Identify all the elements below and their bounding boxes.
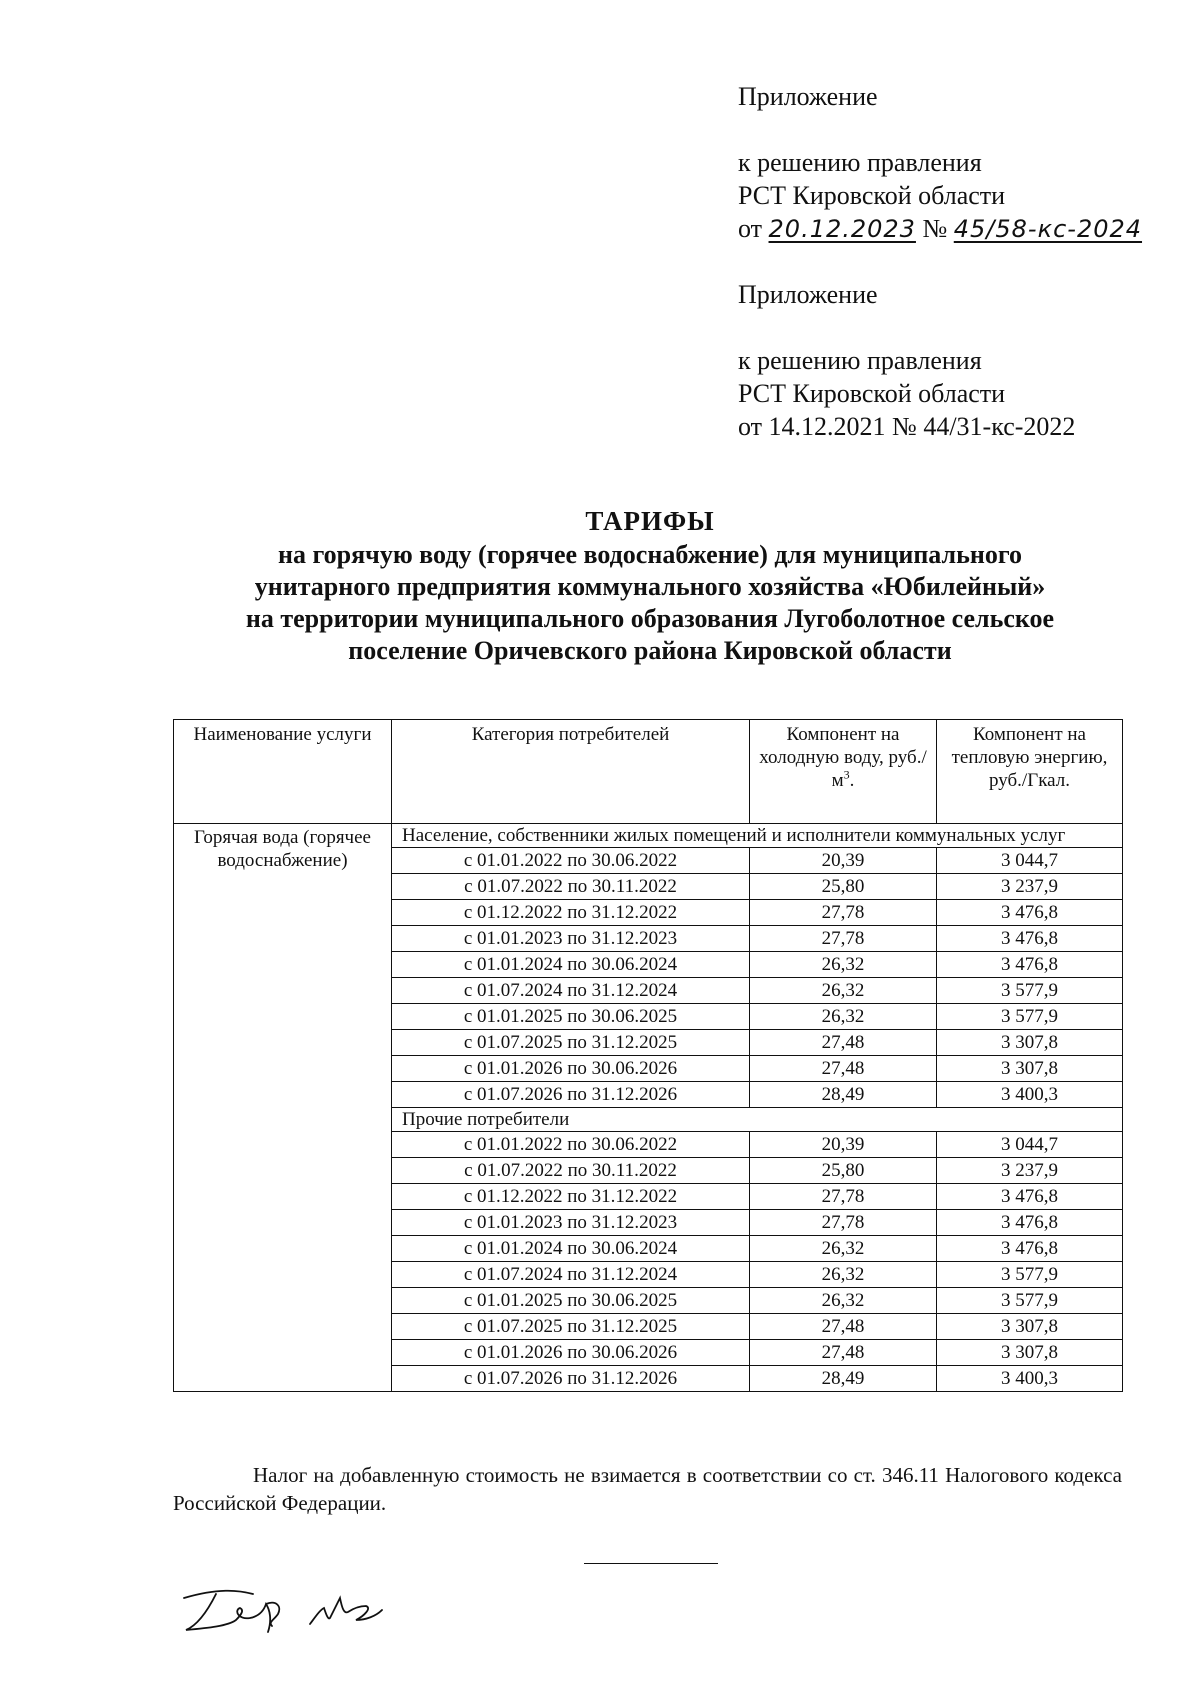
header-category: Категория потребителей (392, 720, 750, 824)
heat-cell: 3 307,8 (937, 1314, 1123, 1340)
period-cell: с 01.01.2026 по 30.06.2026 (392, 1340, 750, 1366)
heading-line1: на горячую воду (горячее водоснабжение) для муниципального (277, 540, 1023, 569)
handwritten-date: 20.12.2023 (768, 215, 916, 243)
heat-cell: 3 237,9 (937, 1158, 1123, 1184)
cold-water-cell: 25,80 (750, 874, 937, 900)
vat-note: Налог на добавленную стоимость не взимается в соответствии со ст. 346.11 Налогового кодекса Российской Федерации. (173, 1463, 1122, 1515)
period-cell: с 01.01.2025 по 30.06.2025 (392, 1288, 750, 1314)
table-body (174, 824, 1123, 1392)
header-cold-water-sup: 3 (843, 767, 850, 782)
cold-water-cell: 27,78 (750, 1210, 937, 1236)
heat-cell: 3 577,9 (937, 1288, 1123, 1314)
annex-current-line2: РСТ Кировской области (738, 181, 1006, 210)
header-cold-water-text: Компонент на холодную воду, руб./м (759, 724, 927, 791)
table-header-row (174, 720, 1123, 824)
document-heading (70, 505, 1200, 667)
group-name-cell: Население, собственники жилых помещений и исполнители коммунальных услуг (392, 824, 1123, 848)
signature-1 (184, 1591, 279, 1632)
heat-cell: 3 577,9 (937, 1004, 1123, 1030)
period-cell: с 01.12.2022 по 31.12.2022 (392, 1184, 750, 1210)
cold-water-cell: 27,48 (750, 1030, 937, 1056)
date-prefix: от (738, 214, 763, 243)
period-cell: с 01.01.2025 по 30.06.2025 (392, 1004, 750, 1030)
heat-cell: 3 577,9 (937, 978, 1123, 1004)
cold-water-cell: 27,48 (750, 1056, 937, 1082)
heat-cell: 3 400,3 (937, 1082, 1123, 1108)
period-cell: с 01.07.2026 по 31.12.2026 (392, 1366, 750, 1392)
annex-current (738, 80, 1142, 246)
group-name-cell: Прочие потребители (392, 1108, 1123, 1132)
period-cell: с 01.01.2022 по 30.06.2022 (392, 1132, 750, 1158)
cold-water-cell: 28,49 (750, 1366, 937, 1392)
heat-cell: 3 400,3 (937, 1366, 1123, 1392)
annex-previous (738, 278, 1075, 443)
heat-cell: 3 044,7 (937, 1132, 1123, 1158)
period-cell: с 01.01.2023 по 31.12.2023 (392, 1210, 750, 1236)
end-divider (584, 1563, 718, 1564)
heat-cell: 3 237,9 (937, 874, 1123, 900)
annex-current-line1: к решению правления (738, 148, 982, 177)
period-cell: с 01.07.2022 по 30.11.2022 (392, 1158, 750, 1184)
cold-water-cell: 25,80 (750, 1158, 937, 1184)
heat-cell: 3 044,7 (937, 848, 1123, 874)
heading-line4: поселение Оричевского района Кировской области (348, 636, 952, 665)
period-cell: с 01.01.2023 по 31.12.2023 (392, 926, 750, 952)
heat-cell: 3 577,9 (937, 1262, 1123, 1288)
heat-cell: 3 476,8 (937, 1210, 1123, 1236)
cold-water-cell: 26,32 (750, 1004, 937, 1030)
heat-cell: 3 476,8 (937, 1236, 1123, 1262)
cold-water-cell: 26,32 (750, 978, 937, 1004)
annex-previous-line1: к решению правления (738, 346, 982, 375)
cold-water-cell: 26,32 (750, 1262, 937, 1288)
heading-line2: унитарного предприятия коммунального хозяйства «Юбилейный» (254, 572, 1046, 601)
cold-water-cell: 27,78 (750, 926, 937, 952)
header-heat: Компонент на тепловую энергию, руб./Гкал. (937, 720, 1123, 824)
period-cell: с 01.07.2025 по 31.12.2025 (392, 1314, 750, 1340)
heading-line3: на территории муниципального образования Лугоболотное сельское (245, 604, 1055, 633)
period-cell: с 01.01.2024 по 30.06.2024 (392, 952, 750, 978)
cold-water-cell: 26,32 (750, 1288, 937, 1314)
period-cell: с 01.07.2025 по 31.12.2025 (392, 1030, 750, 1056)
cold-water-cell: 26,32 (750, 952, 937, 978)
header-service: Наименование услуги (174, 720, 392, 824)
heat-cell: 3 476,8 (937, 952, 1123, 978)
period-cell: с 01.01.2024 по 30.06.2024 (392, 1236, 750, 1262)
heat-cell: 3 476,8 (937, 900, 1123, 926)
signature-marks (178, 1580, 458, 1640)
number-prefix: № (922, 214, 948, 243)
annex-previous-line3: от 14.12.2021 № 44/31-кс-2022 (738, 412, 1076, 441)
cold-water-cell: 26,32 (750, 1236, 937, 1262)
period-cell: с 01.07.2026 по 31.12.2026 (392, 1082, 750, 1108)
period-cell: с 01.01.2026 по 30.06.2026 (392, 1056, 750, 1082)
tariff-table (173, 719, 1123, 1392)
handwritten-number: 45/58-кс-2024 (953, 215, 1143, 243)
heat-cell: 3 476,8 (937, 1184, 1123, 1210)
header-cold-water-tail: . (849, 770, 855, 791)
annex-current-date-line (738, 212, 1142, 246)
cold-water-cell: 27,48 (750, 1314, 937, 1340)
cold-water-cell: 20,39 (750, 1132, 937, 1158)
period-cell: с 01.12.2022 по 31.12.2022 (392, 900, 750, 926)
heat-cell: 3 307,8 (937, 1030, 1123, 1056)
cold-water-cell: 27,78 (750, 1184, 937, 1210)
header-cold-water (750, 720, 937, 824)
cold-water-cell: 27,78 (750, 900, 937, 926)
period-cell: с 01.07.2024 по 31.12.2024 (392, 1262, 750, 1288)
period-cell: с 01.01.2022 по 30.06.2022 (392, 848, 750, 874)
period-cell: с 01.07.2022 по 30.11.2022 (392, 874, 750, 900)
cold-water-cell: 28,49 (750, 1082, 937, 1108)
cold-water-cell: 20,39 (750, 848, 937, 874)
heat-cell: 3 476,8 (937, 926, 1123, 952)
heading-title: ТАРИФЫ (585, 506, 715, 536)
annex-current-title: Приложение (738, 82, 878, 111)
period-cell: с 01.07.2024 по 31.12.2024 (392, 978, 750, 1004)
signature-2 (310, 1598, 382, 1624)
heat-cell: 3 307,8 (937, 1056, 1123, 1082)
annex-previous-title: Приложение (738, 280, 878, 309)
group-row (174, 824, 1123, 848)
cold-water-cell: 27,48 (750, 1340, 937, 1366)
annex-previous-line2: РСТ Кировской области (738, 379, 1006, 408)
heat-cell: 3 307,8 (937, 1340, 1123, 1366)
service-name-cell: Горячая вода (горячее водоснабжение) (174, 824, 392, 1392)
